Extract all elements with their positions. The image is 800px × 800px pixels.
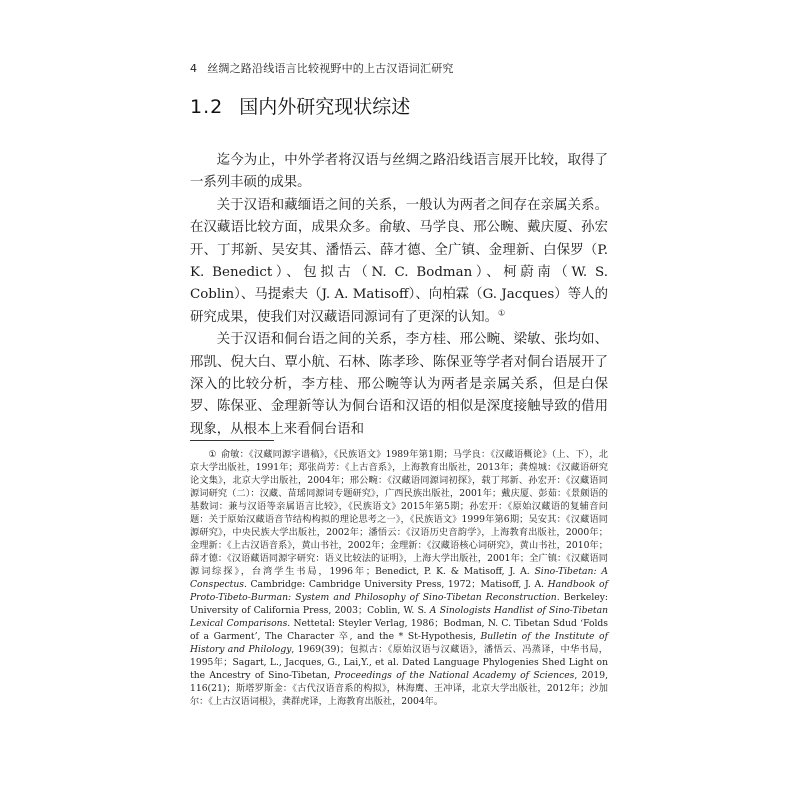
footnote-text: . Berkeley: University of California Press, 2003；Coblin, W. S. — [190, 592, 608, 616]
section-title: 国内外研究现状综述 — [239, 96, 411, 118]
book-title: 丝绸之路沿线语言比较视野中的上古汉语词汇研究 — [207, 62, 454, 75]
footnote-italic-title: Sino-Tibetan: A Conspectus — [190, 566, 608, 590]
paragraph-text: 关于汉语和藏缅语之间的关系，一般认为两者之间存在亲属关系。在汉藏语比较方面，成果众多。俞敏、马学良、邢公畹、戴庆厦、孙宏开、丁邦新、吴安其、潘悟云、薛才德、全广镇、金理新、白保罗（P. K. Benedict）、包拟古（N. C. Bodman）、柯蔚南（W. S. Coblin）、马提索夫（J. A. Matisoff）、向柏霖（G. Jacques）等人的研究成果，使我们对汉藏语同源词有了更深的认知。 — [190, 197, 608, 325]
footnote-mark: ① — [208, 449, 217, 460]
footnote-reference[interactable]: ① — [497, 308, 506, 318]
footnote-italic-title: Proceedings of the National Academy of Sciences — [334, 670, 575, 681]
section-number: 1.2 — [190, 96, 224, 118]
paragraph: 迄今为止，中外学者将汉语与丝绸之路沿线语言展开比较，取得了一系列丰硕的成果。 — [190, 153, 608, 191]
footnote-text: , 2019, 116(21)；斯塔罗斯金：《古代汉语音系的构拟》，林海鹰、王冲译，北京大学出版社，2012年；沙加尔：《上古汉语词根》，龚群虎译，上海教育出版社，2004年。 — [190, 670, 608, 707]
body-text — [190, 150, 608, 441]
section-heading — [190, 92, 410, 119]
footnote-italic-title: Bulletin of the Institute of History and Philology — [190, 631, 608, 655]
footnote-text: . Cambridge: Cambridge University Press, 1972；Matisoff, J. A. — [243, 579, 548, 590]
paragraph — [190, 195, 608, 329]
footnote-text: 俞敏：《汉藏同源字谱稿》，《民族语文》1989年第1期；马学良：《汉藏语概论》（上、下），北京大学出版社，1991年；郑张尚芳：《上古音系》，上海教育出版社，2013年；龚煌城：《汉藏语研究论文集》，北京大学出版社，2004年；邢公畹：《汉藏语同源词初探》，载丁邦新、孙宏开：《汉藏语同源词研究（二）：汉藏、苗瑶同源词专题研究》，广西民族出版社，2001年；戴庆厦、彭茹：《景颇语的基数词：兼与汉语等亲属语言比较》，《民族语文》2015年第5期；孙宏开：《原始汉藏语的复辅音问题：关于原始汉藏语音节结构构拟的理论思考之一》，《民族语文》1999年第6期；吴安其：《汉藏语同源研究》，中央民族大学出版社，2002年；潘悟云：《汉语历史音韵学》，上海教育出版社，2000年；金理新：《上古汉语音系》，黄山书社，2002年；金理新：《汉藏语核心词研究》，黄山书社，2010年；薛才德：《汉语藏语同源字研究：语义比较法的证明》，上海大学出版社，2001年；全广镇：《汉藏语同源词综探》，台湾学生书局，1996年；Benedict, P. K. & Matisoff, J. A. — [190, 449, 608, 577]
footnote-text: , 1969(39)；包拟古：《原始汉语与汉藏语》，潘悟云、冯蒸译，中华书局，1995年；Sagart, L., Jacques, G., Lai,Y., et al. Dated Language Phylogenies Shed Light on the Ancestry of Sino-Tibetan, — [190, 644, 608, 681]
running-head — [190, 60, 454, 76]
footnote-text: . Nettetal: Steyler Verlag, 1986；Bodman, N. C. Tibetan Sdud ‘Folds of a Garment’, The Character 卒, and the * St-Hypothesis, — [190, 618, 609, 642]
footnote-italic-title: Handbook of Proto-Tibeto-Burman: System and Philosophy of Sino-Tibetan Reconstruction — [190, 579, 608, 603]
paragraph: 关于汉语和侗台语之间的关系，李方桂、邢公畹、梁敏、张均如、邢凯、倪大白、覃小航、石林、陈孝珍、陈保亚等学者对侗台语展开了深入的比较分析，李方桂、邢公畹等认为两者是亲属关系，但是白保罗、陈保亚、金理新等认为侗台语和汉语的相似是深度接触导致的借用现象，从根本上来看侗台语和 — [190, 332, 608, 437]
footnote — [190, 448, 608, 708]
footnote-divider — [190, 440, 274, 441]
page-number: 4 — [190, 62, 198, 75]
footnote-italic-title: A Sinologists Handlist of Sino-Tibetan Lexical Comparisons — [190, 605, 608, 629]
